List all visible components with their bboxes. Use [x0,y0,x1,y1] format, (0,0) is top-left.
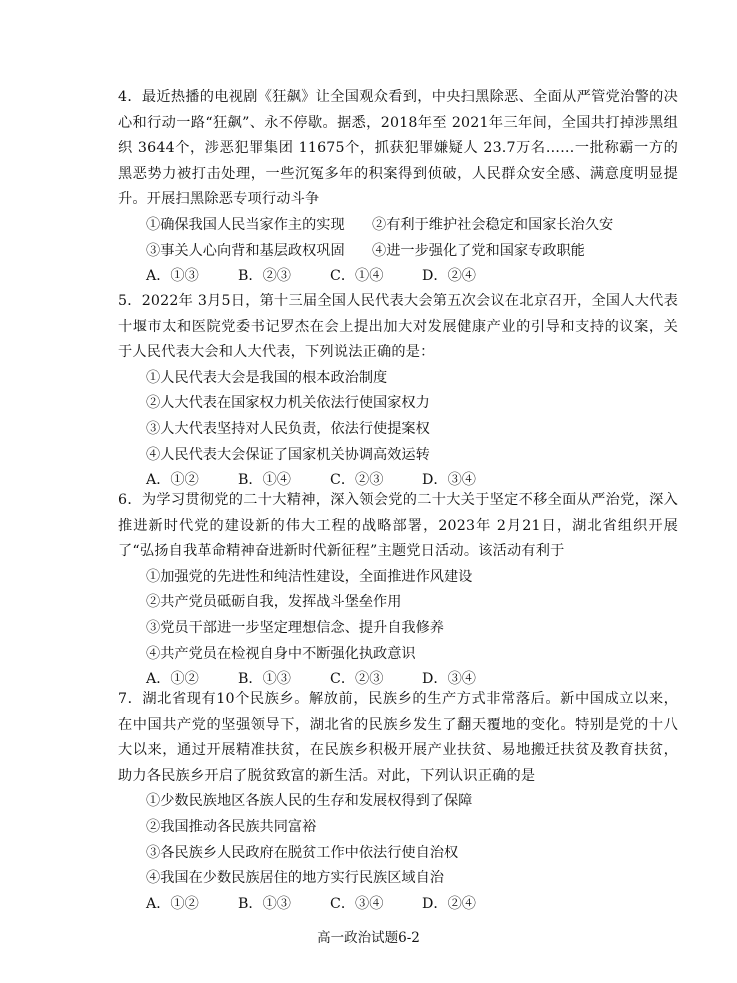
statement-row [146,213,678,239]
statement: ③各民族乡人民政府在脱贫工作中依法行使自治权 [146,844,459,861]
choice-d: D．②④ [422,268,476,285]
question-stem: 5．2022年 3月5日，第十三届全国人民代表大会第五次会议在北京召开，全国人大代表十堰市太和医院党委书记罗杰在会上提出加大对发展健康产业的引导和支持的议案，关于人民代表大会和人大代表，下列说法正确的是： [118,293,678,361]
statement: ①人民代表大会是我国的根本政治制度 [146,369,388,386]
statement: ②共产党员砥砺自我，发挥战斗堡垒作用 [146,594,402,611]
statement: ④人民代表大会保证了国家机关协调高效运转 [146,446,430,463]
statement: ③人大代表坚持对人民负责，依法行使提案权 [146,420,430,437]
statement: ④共产党员在检视自身中不断强化执政意识 [146,645,416,662]
statement: ③党员干部进一步坚定理想信念、提升自我修养 [146,619,444,636]
question-7 [118,687,678,917]
statement: ④我国在少数民族居住的地方实行民族区域自治 [146,870,444,887]
question-5 [118,289,678,494]
choice-d: D．②④ [422,895,476,912]
choice-b: B．①④ [238,472,291,489]
choice-c: C．③④ [330,895,384,912]
choice-c: C．②③ [330,472,384,489]
statement: ④进一步强化了党和国家专政职能 [372,242,585,259]
choice-a: A．①② [146,472,199,489]
choice-b: B．①③ [238,671,291,688]
question-6 [118,488,678,693]
statement: ②人大代表在国家权力机关依法行使国家权力 [146,395,430,412]
choice-c: C．②③ [330,671,384,688]
statement: ①确保我国人民当家作主的实现 [146,216,345,233]
question-4 [118,85,678,290]
question-stem: 7．湖北省现有10个民族乡。解放前，民族乡的生产方式非常落后。新中国成立以来，在中国共产党的坚强领导下，湖北省的民族乡发生了翻天覆地的变化。特别是党的十八大以来，通过开展精准扶贫，在民族乡积极开展产业扶贫、易地搬迁扶贫及教育扶贫，助力各民族乡开启了脱贫致富的新生活。对此，下列认识正确的是 [118,691,678,784]
choice-d: D．③④ [422,671,476,688]
answer-choices [146,264,678,290]
choice-b: B．①③ [238,895,291,912]
page-footer: 高一政治试题6-2 [317,930,420,946]
question-stem: 4．最近热播的电视剧《狂飙》让全国观众看到，中央扫黑除恶、全面从严管党治警的决心和行动一路“狂飙”、永不停歇。据悉，2018年至 2021年三年间，全国共打掉涉黑组织 3644个，涉恶犯罪集团 11675个，抓获犯罪嫌疑人 23.7万名……一批称霸一方的黑恶势力被打击处理，一些沉冤多年的积案得到侦破，人民群众安全感、满意度明显提升。开展扫黑除恶专项行动斗争 [118,89,678,208]
statement: ①加强党的先进性和纯洁性建设，全面推进作风建设 [146,568,473,585]
statement: ③事关人心向背和基层政权巩固 [146,242,345,259]
question-stem: 6．为学习贯彻党的二十大精神，深入领会党的二十大关于坚定不移全面从严治党，深入推进新时代党的建设新的伟大工程的战略部署，2023年 2月21日，湖北省组织开展了“弘扬自我革命精神奋进新时代新征程”主题党日活动。该活动有利于 [118,492,678,560]
choice-a: A．①③ [146,268,199,285]
choice-a: A．①② [146,895,199,912]
choice-c: C．①④ [330,268,384,285]
choice-a: A．①② [146,671,199,688]
statement-row [146,239,678,265]
choice-b: B．②③ [238,268,291,285]
statement: ②我国推动各民族共同富裕 [146,818,317,835]
answer-choices [146,892,678,918]
statement: ①少数民族地区各族人民的生存和发展权得到了保障 [146,793,473,810]
choice-d: D．③④ [422,472,476,489]
statement: ②有利于维护社会稳定和国家长治久安 [372,216,614,233]
